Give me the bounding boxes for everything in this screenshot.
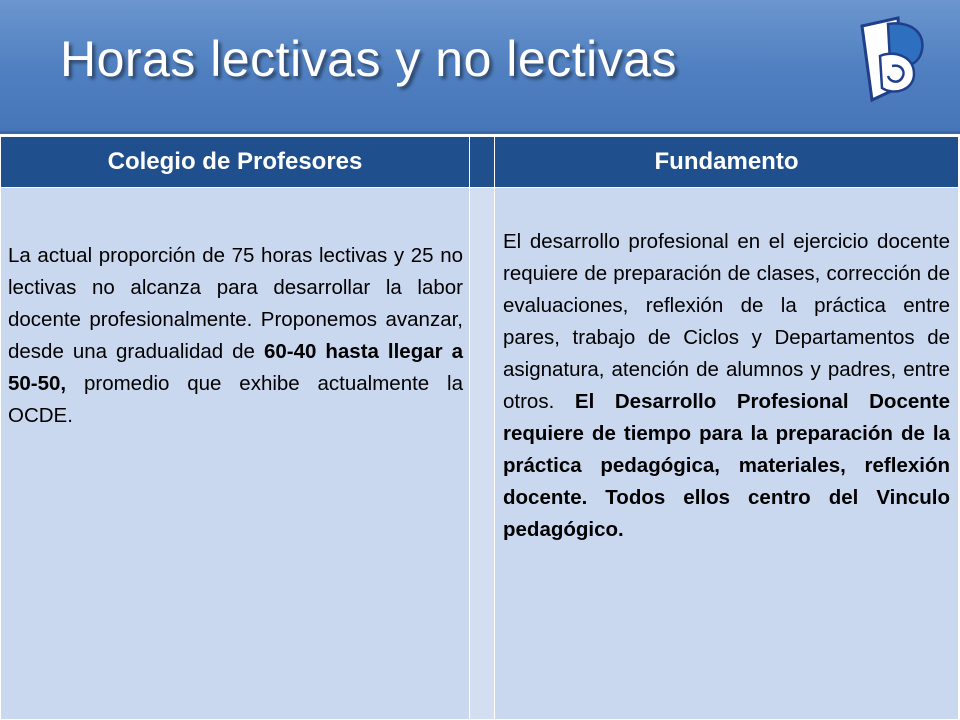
table-row [1, 188, 959, 720]
colegio-proposal-text [1, 188, 469, 432]
page-title: Horas lectivas y no lectivas [60, 31, 678, 87]
institution-logo-icon [858, 16, 930, 104]
column-header-fundamento: Fundamento [495, 137, 959, 188]
fundamento-text [495, 188, 958, 546]
colegio-text-part1: La actual proporción de 75 horas lectivas y 25 no lectivas no alcanza para desarrollar la labor docente profesionalmente. Proponemos avanzar, desde una gradualidad de [8, 244, 463, 363]
comparison-table [0, 136, 959, 720]
colegio-text-bold: 60-40 hasta llegar a 50-50, [8, 340, 463, 395]
column-header-colegio: Colegio de Profesores [1, 137, 470, 188]
table-header-row [1, 137, 959, 188]
title-banner [0, 0, 960, 134]
fundamento-text-bold: El Desarrollo Profesional Docente requiere de tiempo para la preparación de la práctica pedagógica, materiales, reflexión docente. Todos ellos centro del Vinculo pedagógico. [503, 390, 951, 541]
colegio-text-part2: promedio que exhibe actualmente la OCDE. [8, 372, 463, 427]
fundamento-text-part1: El desarrollo profesional en el ejercicio docente requiere de preparación de clases, corrección de evaluaciones, reflexión de la práctica entre pares, trabajo de Ciclos y Departamentos de asignatura, atención de alumnos y padres, entre otros. [503, 230, 950, 413]
column-spacer-header [470, 137, 495, 188]
column-spacer [470, 188, 495, 720]
cell-colegio [1, 188, 470, 720]
cell-fundamento [495, 188, 959, 720]
